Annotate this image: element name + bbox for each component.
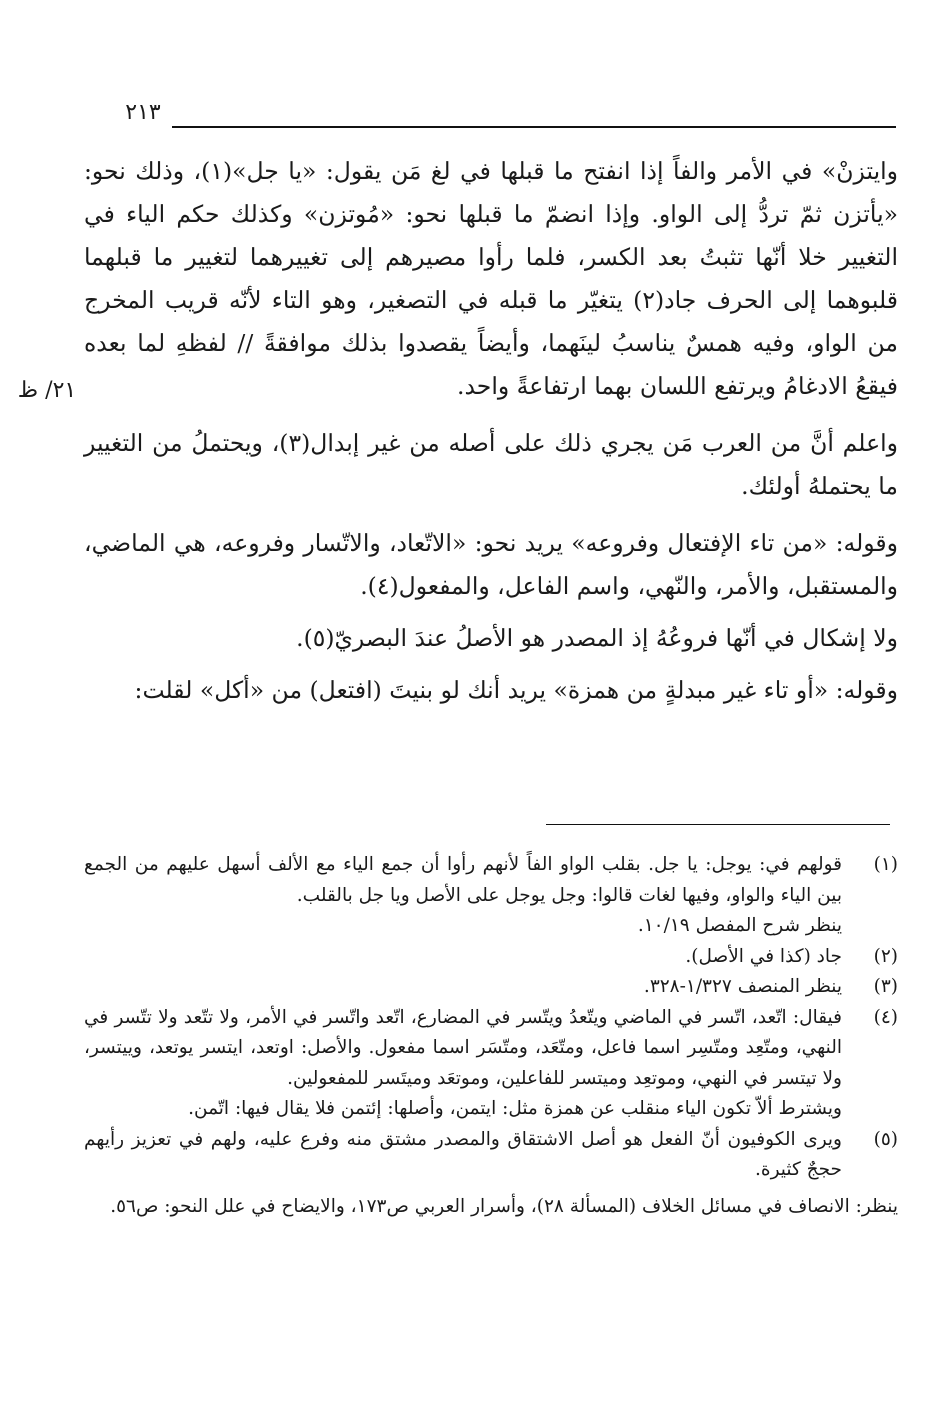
footnote-text: جاد (كذا في الأصل). xyxy=(685,945,842,967)
main-text xyxy=(84,150,898,721)
footnote xyxy=(84,1125,898,1186)
footnote-number: (٢) xyxy=(873,945,898,967)
footnote-continuation: ويشترط ألاّ تكون الياء منقلب عن همزة مثل: ايتمن، وأصلها: إئتمن فلا يقال فيها: اتّمن. xyxy=(188,1098,842,1119)
footnote xyxy=(84,1003,898,1095)
paragraph: ولا إشكال في أنّها فروعُهُ إذ المصدر هو الأصلُ عندَ البصريّ(٥). xyxy=(296,624,898,652)
paragraph: وقوله: «أو تاء غير مبدلةٍ من همزة» يريد أنك لو بنيتَ (افتعل) من «أكل» لقلت: xyxy=(134,676,898,704)
footnote-text: ينظر المنصف ١/٣٢٧-٣٢٨. xyxy=(643,976,842,997)
footnote xyxy=(84,972,898,1003)
page-number: ٢١٣ xyxy=(125,100,161,125)
paragraph: وايتزنْ» في الأمر والفاً إذا انفتح ما قبلها في لغ مَن يقول: «يا جل»(١)، وذلك نحو: «يأتزن ثمّ تردُّ إلى الواو. وإذا انضمّ ما قبلها نحو: «مُوتزن» وكذلك حكم الياء في التغيير خلا أنّها تثبتُ بعد الكسر، فلما رأوا مصيرهم إلى تغييرهما لتغيير ما قبلهما قلبوهما إلى الحرف جاد(٢) يتغيّر ما قبله في التصغير، وهو التاء لأنّه قريب المخرج من الواو، وفيه همسٌ يناسبُ لينَهما، وأيضاً يقصدوا بذلك موافقةً // لفظهِ لما بعده فيقعُ الادغامُ ويرتفع اللسان بهما ارتفاعةً واحد. xyxy=(84,157,899,400)
header-rule xyxy=(172,126,896,128)
footnote-separator xyxy=(546,824,890,825)
paragraph: وقوله: «من تاء الإفتعال وفروعه» يريد نحو: «الاتّعاد، والاتّسار وفروعه، هي الماضي، والمستقبل، والأمر، والنّهي، واسم الفاعل، والمفعول(٤). xyxy=(84,529,898,600)
paragraph: واعلم أنَّ من العرب مَن يجري ذلك على أصله من غير إبدال(٣)، ويحتملُ من التغيير ما يحتملهُ أولئك. xyxy=(84,429,898,500)
margin-folio-note: ٢١/ ظ xyxy=(17,378,77,403)
footnote-text: قولهم في: يوجل: يا جل. بقلب الواو الفاً لأنهم رأوا أن جمع الياء مع الألف أسهل عليهم من الجمع بين الياء والواو، وفيها لغات قالوا: وجل يوجل على الأصل ويا جل بالقلب. xyxy=(84,854,842,906)
closing-reference: ينظر: الانصاف في مسائل الخلاف (المسألة ٢٨)، وأسرار العربي ص١٧٣، والايضاح في علل النحو: ص٥٦. xyxy=(110,1195,898,1217)
footnote xyxy=(84,850,898,911)
footnote xyxy=(84,942,898,973)
footnotes xyxy=(84,850,898,1222)
footnote-number: (١) xyxy=(873,854,898,875)
footnote-reference: ينظر شرح المفصل ١٠/١٩. xyxy=(637,915,842,936)
footnote-number: (٥) xyxy=(873,1128,898,1150)
footnote-text: ويرى الكوفيون أنّ الفعل هو أصل الاشتقاق والمصدر مشتق منه وفرع عليه، ولهم في تعزيز رأيهم حججٌ كثيرة. xyxy=(84,1128,842,1180)
footnote-number: (٣) xyxy=(873,976,898,997)
footnote-text: فيقال: اتّعد، اتّسر في الماضي ويتّعدُ ويتّسر في المضارع، اتّعد واتّسر في الأمر، ولا تتّعد ولا تتّسر في النهي، ومتّعِد ومتّسِر اسما فاعل، ومتّعَد، ومتّسَر اسما مفعول. والأصل: اوتعد، ايتسر يوتعد، وييتسر، ولا تيتسر في النهي، وموتعِد وميتسر للفاعلين، وموتعَد وميتَسر للمفعولين. xyxy=(84,1006,842,1089)
footnote-number: (٤) xyxy=(873,1006,898,1028)
